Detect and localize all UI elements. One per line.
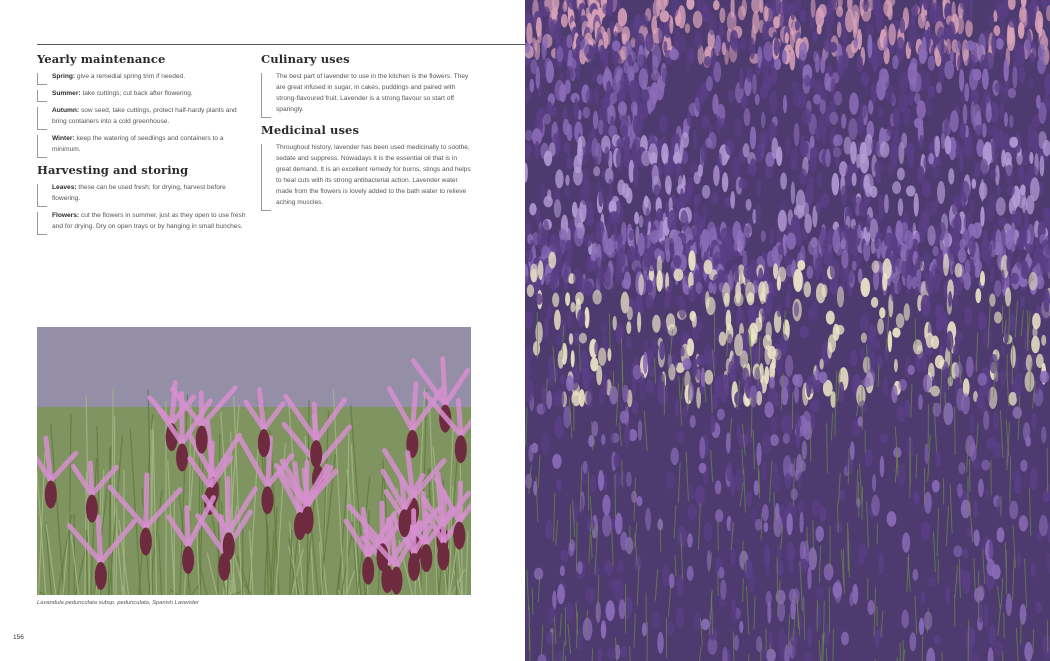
item-label: Winter: [52,135,75,142]
right-column [261,52,473,216]
culinary-heading: Culinary uses [261,52,350,66]
item-text: take cuttings; cut back after flowering. [82,90,193,97]
lavender-field-illustration [525,0,1050,661]
item-text: give a remedial spring trim if needed. [76,73,186,80]
list-item [37,133,247,155]
culinary-text: The best part of lavender to use in the kitchen is the flowers. They are great infused in sugar, in cakes, puddings and paired with strong-flavoured fruit. Lavender is a strong flavour so start off sparingly. [261,71,473,115]
medicinal-text: Throughout history, lavender has been used medicinally to soothe, sedate and suppress. Nowadays it is the essential oil that is in great demand. It is an excellent remedy for burns, stings and helps to heal cuts with its strong antibacterial action. Lavender water made from the flowers is lovely added to the bath water to relieve aching muscles. [261,142,473,208]
list-item [37,105,247,127]
yearly-maintenance-section [37,52,247,155]
item-text: these can be used fresh; for drying, harvest before flowering. [52,184,226,202]
spanish-lavender-illustration [37,327,471,595]
spanish-lavender-photo [37,327,471,595]
item-text: sow seed, take cuttings, protect half-hardy plants and bring containers into a cold greenhouse. [52,107,237,125]
lavender-field-photo [525,0,1050,661]
item-label: Flowers: [52,212,80,219]
top-rule [37,44,525,45]
item-label: Spring: [52,73,76,80]
item-text: keep the watering of seedlings and containers to a minimum. [52,135,224,153]
yearly-maintenance-heading: Yearly maintenance [37,52,166,66]
page-number: 156 [13,634,24,641]
harvesting-heading: Harvesting and storing [37,163,189,177]
list-item [37,88,247,99]
list-item [37,182,247,204]
culinary-section [261,52,473,115]
item-label: Autumn: [52,107,80,114]
left-column [37,52,247,240]
item-label: Summer: [52,90,81,97]
left-photo-caption: Lavandula pedunculata subsp. pedunculata, Spanish Lavender [37,600,199,606]
medicinal-section [261,123,473,208]
list-item [37,210,247,232]
item-label: Leaves: [52,184,77,191]
harvesting-section [37,163,247,232]
medicinal-heading: Medicinal uses [261,123,360,137]
list-item [37,71,247,82]
item-text: cut the flowers in summer, just as they open to use fresh and for drying. Dry on open trays or by hanging in small bunches. [52,212,246,230]
